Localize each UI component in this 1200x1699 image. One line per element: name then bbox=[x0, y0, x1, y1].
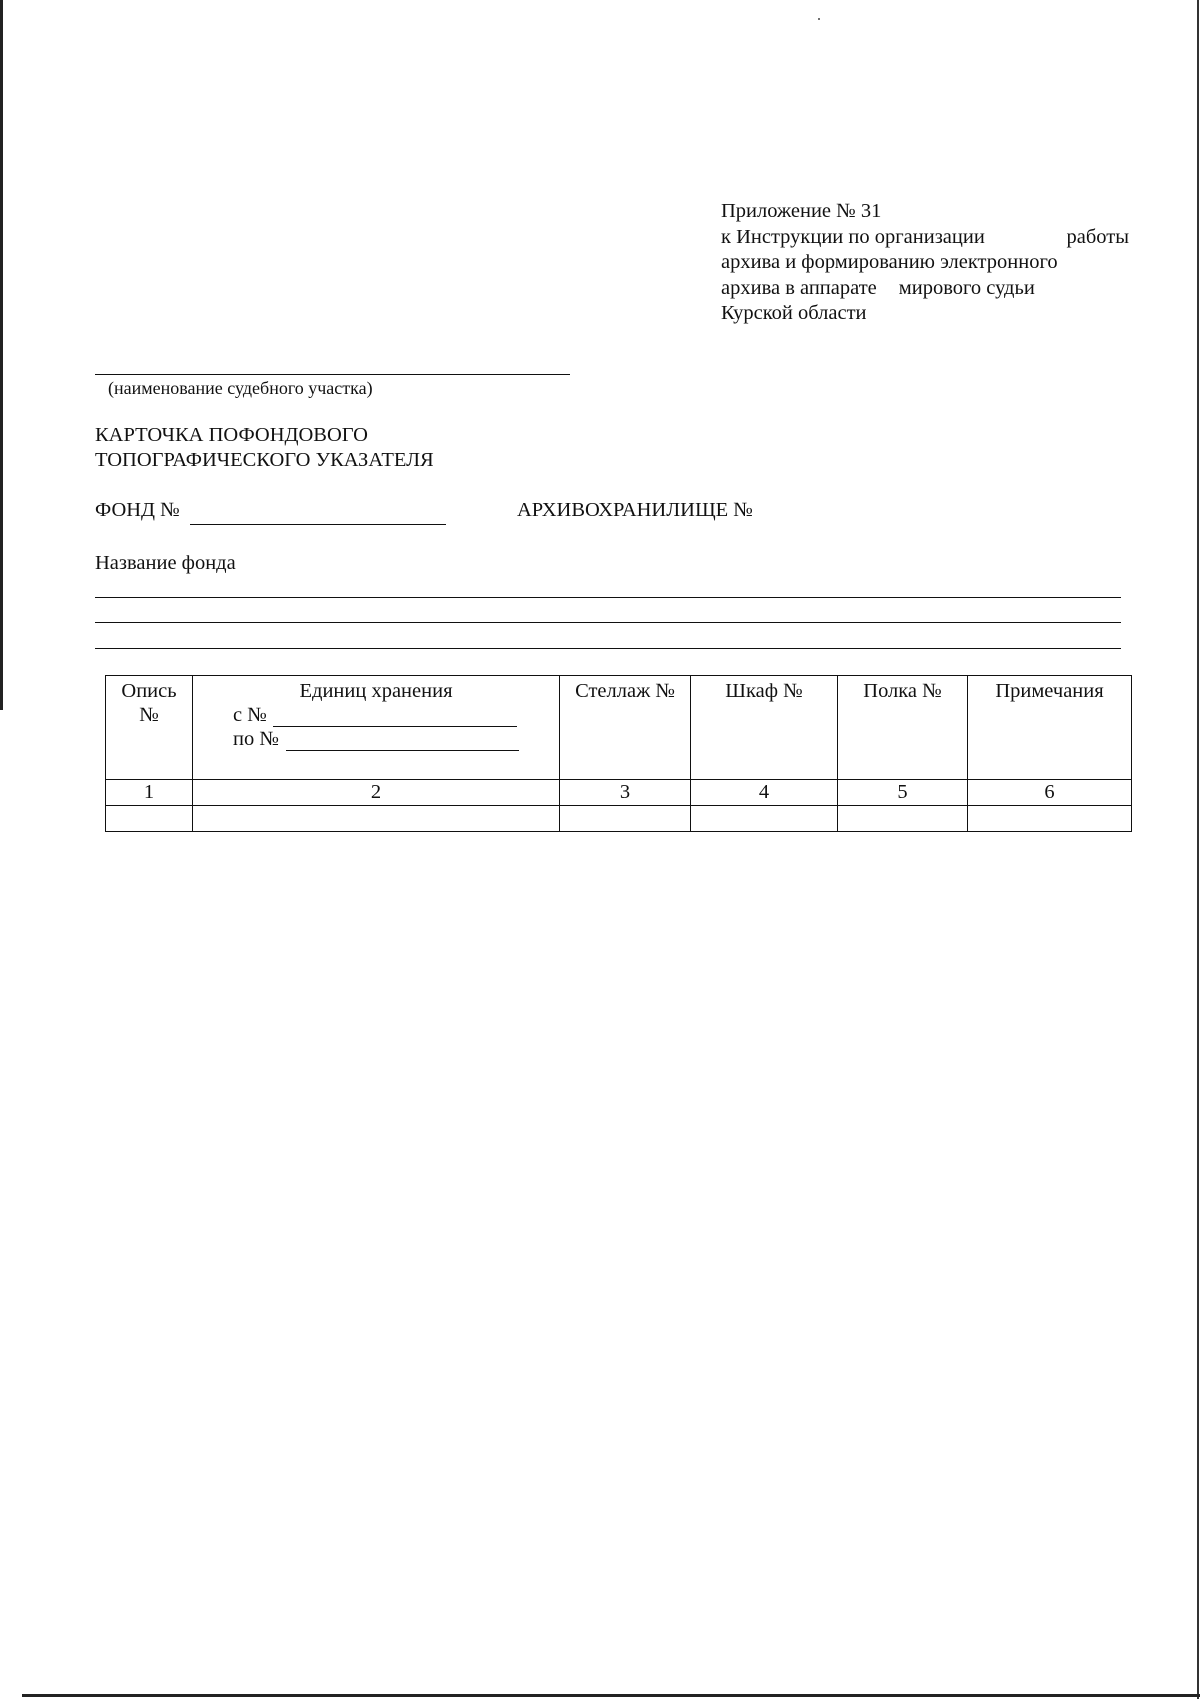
table-cell[interactable] bbox=[560, 806, 691, 832]
header-shelf: Полка № bbox=[838, 676, 968, 780]
scan-right-edge bbox=[1197, 0, 1199, 1699]
scan-bottom-edge bbox=[22, 1694, 1200, 1697]
scan-left-edge bbox=[0, 0, 3, 710]
appendix-line-5: Курской области bbox=[721, 302, 867, 324]
appendix-line-2-right: работы bbox=[1066, 225, 1129, 248]
appendix-line-4 bbox=[721, 276, 1129, 302]
fond-name-line-3[interactable] bbox=[95, 648, 1121, 649]
storage-number-label: АРХИВОХРАНИЛИЩЕ № bbox=[517, 499, 753, 521]
column-number: 4 bbox=[691, 780, 838, 806]
units-from-field[interactable] bbox=[273, 726, 517, 727]
table-cell[interactable] bbox=[968, 806, 1132, 832]
column-number-row bbox=[106, 780, 1132, 806]
fond-name-line-1[interactable] bbox=[95, 597, 1121, 598]
table-cell[interactable] bbox=[838, 806, 968, 832]
header-units-from-label: с № bbox=[233, 704, 267, 726]
court-name-field[interactable] bbox=[95, 374, 570, 375]
column-number: 6 bbox=[968, 780, 1132, 806]
header-storage-units bbox=[193, 676, 560, 780]
fond-name-label: Название фонда bbox=[95, 552, 236, 574]
header-storage-units-label: Единиц хранения bbox=[299, 680, 453, 702]
header-cabinet: Шкаф № bbox=[691, 676, 838, 780]
fond-number-label: ФОНД № bbox=[95, 499, 180, 521]
appendix-block bbox=[721, 199, 1129, 327]
fond-number-field[interactable] bbox=[190, 524, 446, 525]
table-row bbox=[106, 806, 1132, 832]
header-notes: Примечания bbox=[968, 676, 1132, 780]
column-number: 1 bbox=[106, 780, 193, 806]
appendix-line-4-right: мирового судьи bbox=[898, 276, 1035, 299]
table-cell[interactable] bbox=[106, 806, 193, 832]
card-title-line-1: КАРТОЧКА ПОФОНДОВОГО bbox=[95, 424, 368, 446]
table-header-row bbox=[106, 676, 1132, 780]
units-to-field[interactable] bbox=[286, 750, 519, 751]
card-title bbox=[95, 423, 434, 473]
appendix-line-2 bbox=[721, 225, 1129, 251]
topographic-table bbox=[105, 675, 1132, 832]
appendix-line-4-left: архива в аппарате bbox=[721, 276, 877, 299]
appendix-number: Приложение № 31 bbox=[721, 200, 882, 222]
header-inventory bbox=[106, 676, 193, 780]
appendix-line-2-left: к Инструкции по организации bbox=[721, 225, 985, 248]
header-units-to-label: по № bbox=[233, 728, 279, 750]
card-title-line-2: ТОПОГРАФИЧЕСКОГО УКАЗАТЕЛЯ bbox=[95, 449, 434, 471]
header-inventory-line-2: № bbox=[139, 704, 159, 726]
column-number: 3 bbox=[560, 780, 691, 806]
scan-speck bbox=[818, 18, 820, 20]
fond-name-line-2[interactable] bbox=[95, 622, 1121, 623]
header-inventory-line-1: Опись bbox=[121, 680, 177, 702]
appendix-line-3: архива и формированию электронного bbox=[721, 251, 1058, 273]
header-rack: Стеллаж № bbox=[560, 676, 691, 780]
table-cell[interactable] bbox=[193, 806, 560, 832]
column-number: 2 bbox=[193, 780, 560, 806]
column-number: 5 bbox=[838, 780, 968, 806]
court-name-caption: (наименование судебного участка) bbox=[108, 378, 373, 398]
table-cell[interactable] bbox=[691, 806, 838, 832]
